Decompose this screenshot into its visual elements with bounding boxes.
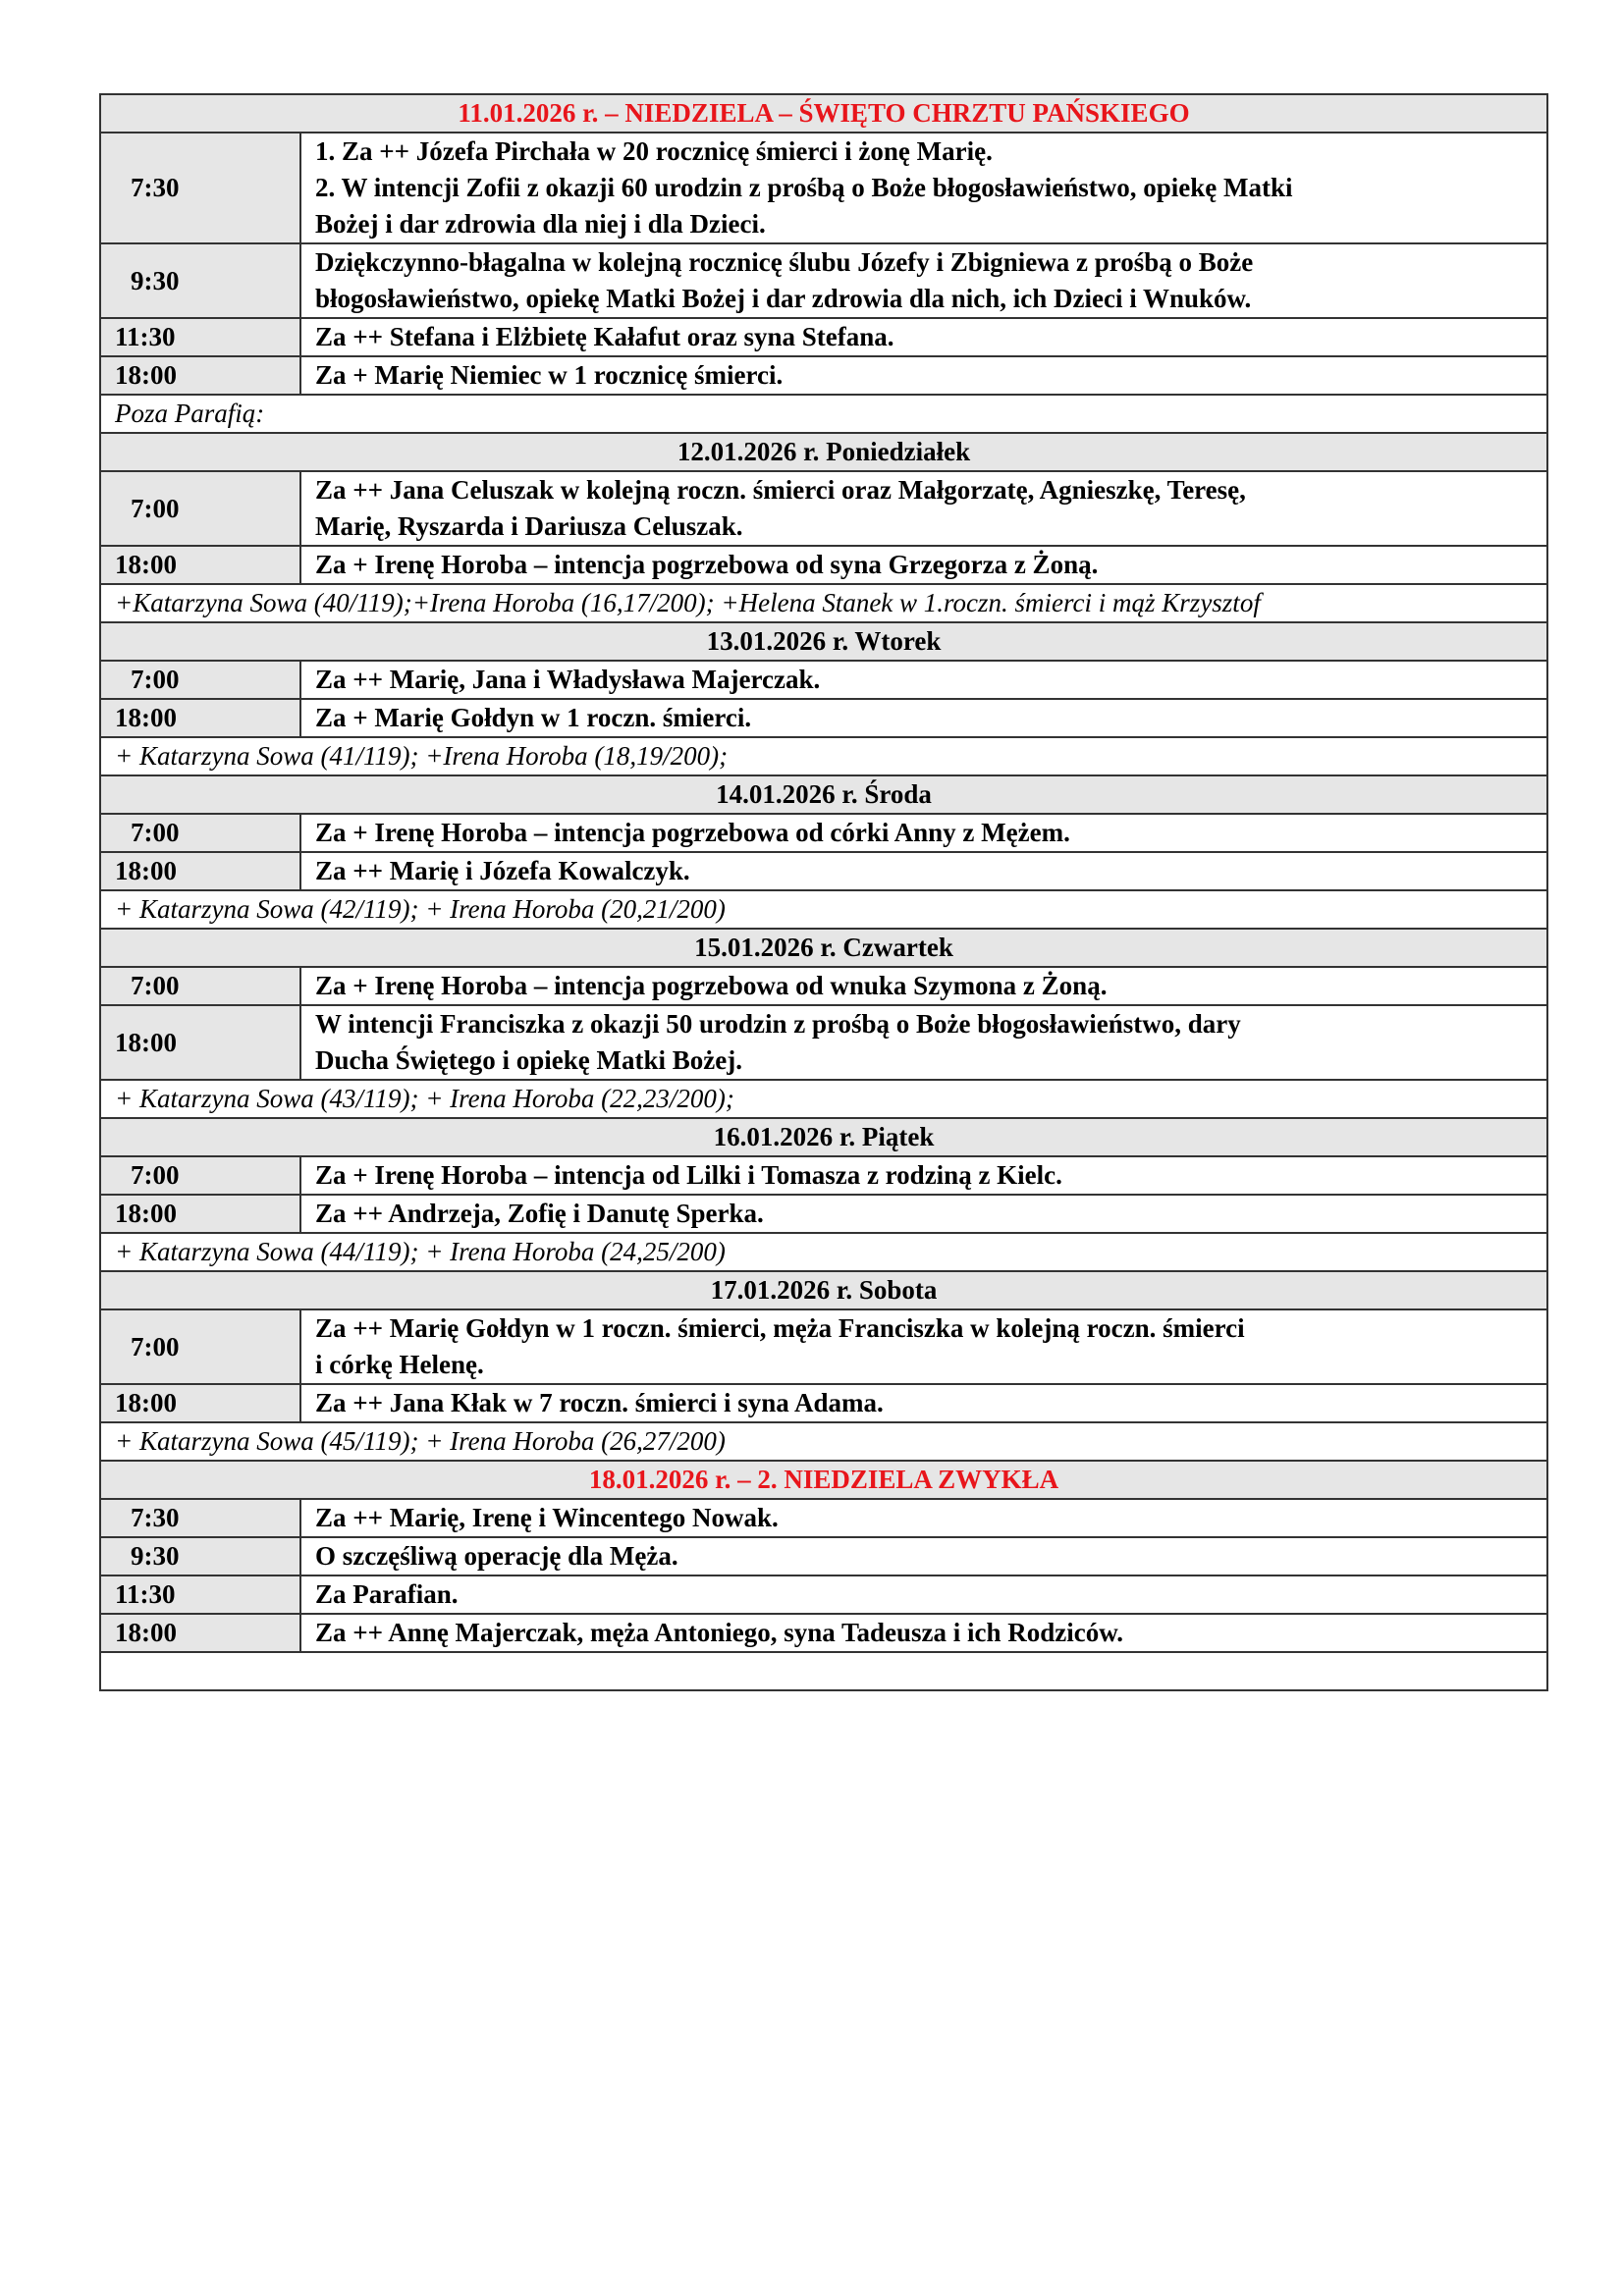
day-header-row [100,1118,1547,1156]
intention-line: Za ++ Andrzeja, Zofię i Danutę Sperka. [315,1199,764,1228]
intention-line: Za ++ Marię Gołdyn w 1 roczn. śmierci, męża Franciszka w kolejną roczn. śmierci [315,1313,1245,1343]
intention-line: Za + Marię Gołdyn w 1 roczn. śmierci. [315,703,752,732]
mass-intention [300,546,1547,584]
intention-line: 2. W intencji Zofii z okazji 60 urodzin z prośbą o Boże błogosławieństwo, opiekę Matki [315,173,1293,202]
gregorian-note-row [100,584,1547,622]
day-header-row [100,433,1547,471]
mass-row [100,814,1547,852]
gregorian-note-row [100,890,1547,929]
mass-time: 7:00 [100,471,300,546]
intention-line: Za ++ Jana Celuszak w kolejną roczn. śmierci oraz Małgorzatę, Agnieszkę, Teresę, [315,475,1246,505]
day-header-row [100,775,1547,814]
mass-row [100,1195,1547,1233]
intention-line: Dziękczynno-błagalna w kolejną rocznicę ślubu Józefy i Zbigniewa z prośbą o Boże [315,247,1254,277]
intention-line: Ducha Świętego i opiekę Matki Bożej. [315,1045,742,1075]
mass-intention [300,243,1547,318]
mass-time: 9:30 [100,243,300,318]
mass-intention [300,1384,1547,1422]
day-header: 12.01.2026 r. Poniedziałek [100,433,1547,471]
mass-intention [300,133,1547,243]
gregorian-note-row [100,1422,1547,1461]
mass-time: 7:00 [100,967,300,1005]
mass-row [100,967,1547,1005]
day-header: 13.01.2026 r. Wtorek [100,622,1547,661]
mass-row [100,356,1547,395]
mass-row [100,243,1547,318]
gregorian-note: + Katarzyna Sowa (44/119); + Irena Horoba (24,25/200) [100,1233,1547,1271]
mass-intention [300,1575,1547,1614]
intention-line: Za ++ Stefana i Elżbietę Kałafut oraz syna Stefana. [315,322,894,351]
mass-time: 11:30 [100,318,300,356]
mass-row [100,1575,1547,1614]
mass-time: 7:00 [100,1309,300,1384]
mass-time: 18:00 [100,546,300,584]
mass-intention [300,1499,1547,1537]
intention-line: Za + Irenę Horoba – intencja pogrzebowa od wnuka Szymona z Żoną. [315,971,1108,1000]
mass-intention [300,661,1547,699]
mass-time: 11:30 [100,1575,300,1614]
intention-line: Za ++ Marię, Jana i Władysława Majerczak. [315,665,821,694]
mass-intention [300,1537,1547,1575]
intention-line: O szczęśliwą operację dla Męża. [315,1541,678,1571]
intention-line: błogosławieństwo, opiekę Matki Bożej i dar zdrowia dla nich, ich Dzieci i Wnuków. [315,284,1252,313]
mass-time: 18:00 [100,1005,300,1080]
mass-row [100,546,1547,584]
intention-line: Bożej i dar zdrowia dla niej i dla Dzieci. [315,209,766,239]
day-header: 18.01.2026 r. – 2. NIEDZIELA ZWYKŁA [100,1461,1547,1499]
intention-line: W intencji Franciszka z okazji 50 urodzin z prośbą o Boże błogosławieństwo, dary [315,1009,1241,1039]
gregorian-note: + Katarzyna Sowa (45/119); + Irena Horoba (26,27/200) [100,1422,1547,1461]
mass-row [100,1384,1547,1422]
mass-row [100,133,1547,243]
mass-time: 18:00 [100,699,300,737]
intention-line: Za ++ Annę Majerczak, męża Antoniego, syna Tadeusza i ich Rodziców. [315,1618,1124,1647]
mass-intention [300,967,1547,1005]
day-header-row [100,622,1547,661]
intention-line: Za ++ Jana Kłak w 7 roczn. śmierci i syna Adama. [315,1388,884,1417]
mass-row [100,852,1547,890]
mass-time: 7:00 [100,661,300,699]
mass-time: 18:00 [100,852,300,890]
mass-row [100,1614,1547,1652]
gregorian-note-row [100,1233,1547,1271]
intention-line: Za + Irenę Horoba – intencja od Lilki i Tomasza z rodziną z Kielc. [315,1160,1062,1190]
day-header-row [100,929,1547,967]
empty-cell [100,1652,1547,1690]
mass-intention [300,1005,1547,1080]
intention-line: Za Parafian. [315,1579,459,1609]
mass-intentions-table [99,93,1548,1691]
mass-row [100,1156,1547,1195]
day-header: 17.01.2026 r. Sobota [100,1271,1547,1309]
intention-line: Za + Marię Niemiec w 1 rocznicę śmierci. [315,360,784,390]
gregorian-note-row [100,395,1547,433]
mass-row [100,1005,1547,1080]
gregorian-note: + Katarzyna Sowa (41/119); +Irena Horoba (18,19/200); [100,737,1547,775]
mass-intention [300,471,1547,546]
intention-line: Za ++ Marię i Józefa Kowalczyk. [315,856,690,885]
intention-line: Marię, Ryszarda i Dariusza Celuszak. [315,511,743,541]
mass-time: 18:00 [100,1614,300,1652]
empty-row [100,1652,1547,1690]
mass-intention [300,1309,1547,1384]
mass-intention [300,852,1547,890]
mass-time: 7:00 [100,1156,300,1195]
mass-time: 18:00 [100,1195,300,1233]
mass-row [100,1499,1547,1537]
mass-time: 18:00 [100,1384,300,1422]
mass-row [100,661,1547,699]
intention-line: i córkę Helenę. [315,1350,484,1379]
gregorian-note: Poza Parafią: [100,395,1547,433]
intention-line: Za ++ Marię, Irenę i Wincentego Nowak. [315,1503,779,1532]
day-header: 11.01.2026 r. – NIEDZIELA – ŚWIĘTO CHRZTU PAŃSKIEGO [100,94,1547,133]
day-header: 15.01.2026 r. Czwartek [100,929,1547,967]
mass-row [100,699,1547,737]
day-header-row [100,1271,1547,1309]
gregorian-note: + Katarzyna Sowa (43/119); + Irena Horoba (22,23/200); [100,1080,1547,1118]
mass-time: 7:00 [100,814,300,852]
day-header: 14.01.2026 r. Środa [100,775,1547,814]
mass-intention [300,1195,1547,1233]
day-header-row [100,94,1547,133]
mass-intention [300,318,1547,356]
mass-intention [300,1614,1547,1652]
mass-row [100,1309,1547,1384]
intention-line: Za + Irenę Horoba – intencja pogrzebowa od syna Grzegorza z Żoną. [315,550,1099,579]
mass-row [100,1537,1547,1575]
day-header-row [100,1461,1547,1499]
gregorian-note: + Katarzyna Sowa (42/119); + Irena Horoba (20,21/200) [100,890,1547,929]
mass-time: 7:30 [100,1499,300,1537]
mass-time: 18:00 [100,356,300,395]
mass-intention [300,699,1547,737]
mass-time: 9:30 [100,1537,300,1575]
mass-intention [300,814,1547,852]
day-header: 16.01.2026 r. Piątek [100,1118,1547,1156]
intentions-document [99,93,1548,1691]
gregorian-note-row [100,1080,1547,1118]
gregorian-note-row [100,737,1547,775]
gregorian-note: +Katarzyna Sowa (40/119);+Irena Horoba (16,17/200); +Helena Stanek w 1.roczn. śmierci i mąż Krzysztof [100,584,1547,622]
mass-row [100,318,1547,356]
mass-time: 7:30 [100,133,300,243]
mass-intention [300,1156,1547,1195]
intention-line: Za + Irenę Horoba – intencja pogrzebowa od córki Anny z Mężem. [315,818,1070,847]
intention-line: 1. Za ++ Józefa Pirchała w 20 rocznicę śmierci i żonę Marię. [315,136,993,166]
mass-intention [300,356,1547,395]
mass-row [100,471,1547,546]
